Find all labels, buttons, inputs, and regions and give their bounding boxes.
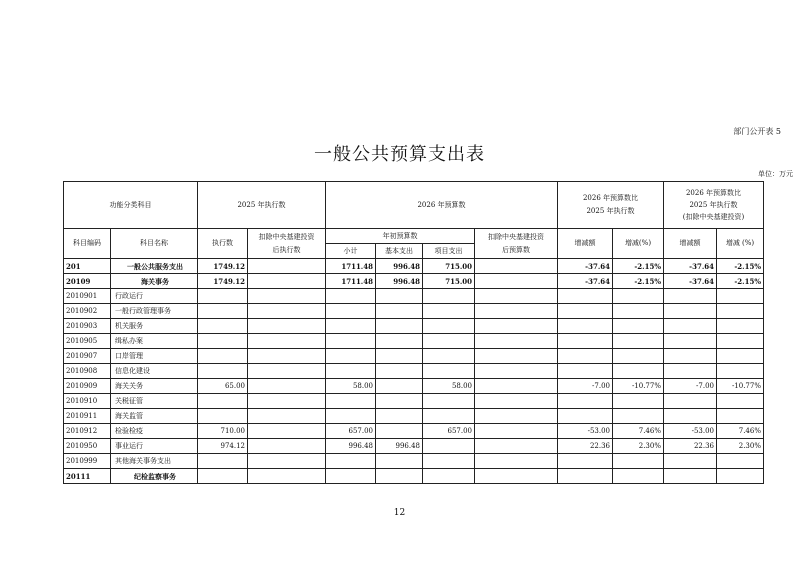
cell-code: 2010912: [64, 424, 111, 439]
budget-table: [63, 181, 764, 484]
cell-subtotal: 1711.48: [326, 274, 376, 289]
cell-pct-b: 2.30%: [717, 439, 764, 454]
cell-diff-b: [664, 304, 717, 319]
cell-basic: [376, 304, 423, 319]
cell-exec: [198, 289, 248, 304]
cell-pct-b: [717, 469, 764, 484]
cell-project: 715.00: [423, 274, 475, 289]
cell-code: 2010907: [64, 349, 111, 364]
header-code: 科目编码: [64, 229, 111, 259]
cell-diff-b: [664, 289, 717, 304]
cell-exec: [198, 349, 248, 364]
cell-code: 201: [64, 259, 111, 274]
header-compare-a: [558, 182, 664, 229]
cell-project: 657.00: [423, 424, 475, 439]
cell-pct-b: [717, 364, 764, 379]
cell-budget-deduct: [475, 289, 558, 304]
cell-exec: 710.00: [198, 424, 248, 439]
cell-pct-b: [717, 349, 764, 364]
cell-name: 机关服务: [111, 319, 198, 334]
table-row: [64, 349, 764, 364]
cell-pct-b: [717, 289, 764, 304]
cell-budget-deduct: [475, 259, 558, 274]
header-pct-a: 增减(%): [613, 229, 664, 259]
header-func-class: 功能分类科目: [64, 182, 198, 229]
cell-code: 2010950: [64, 439, 111, 454]
cell-subtotal: 58.00: [326, 379, 376, 394]
header-exec: 执行数: [198, 229, 248, 259]
cell-project: [423, 469, 475, 484]
cell-exec-deduct: [248, 454, 326, 469]
cell-budget-deduct: [475, 274, 558, 289]
cell-exec: 1749.12: [198, 259, 248, 274]
cell-subtotal: [326, 304, 376, 319]
cell-basic: [376, 394, 423, 409]
cell-exec-deduct: [248, 289, 326, 304]
cell-name: 海关事务: [111, 274, 198, 289]
cell-code: 2010909: [64, 379, 111, 394]
header-budget-2026: 2026 年预算数: [326, 182, 558, 229]
cell-pct-a: [613, 289, 664, 304]
cell-project: [423, 439, 475, 454]
cell-exec: [198, 304, 248, 319]
cell-pct-b: [717, 454, 764, 469]
cell-basic: [376, 334, 423, 349]
cell-subtotal: 1711.48: [326, 259, 376, 274]
cell-budget-deduct: [475, 304, 558, 319]
header-budget-deduct-line2: 后预算数: [502, 245, 530, 254]
page-title: 一般公共预算支出表: [314, 144, 485, 165]
header-subtotal: 小计: [326, 244, 376, 259]
table-row: [64, 409, 764, 424]
page-label: 部门公开表 5: [733, 127, 781, 136]
cell-exec: 65.00: [198, 379, 248, 394]
table-row: [64, 319, 764, 334]
cell-basic: [376, 409, 423, 424]
cell-pct-a: [613, 304, 664, 319]
cell-diff-b: [664, 409, 717, 424]
cell-name: 纪检监察事务: [111, 469, 198, 484]
cell-pct-a: [613, 469, 664, 484]
cell-project: [423, 454, 475, 469]
cell-budget-deduct: [475, 349, 558, 364]
cell-exec-deduct: [248, 394, 326, 409]
cell-pct-b: [717, 334, 764, 349]
table-row: [64, 379, 764, 394]
cell-pct-a: [613, 334, 664, 349]
cell-diff-a: [558, 304, 613, 319]
cell-project: 715.00: [423, 259, 475, 274]
cell-pct-b: [717, 409, 764, 424]
cell-name: 口岸管理: [111, 349, 198, 364]
cell-budget-deduct: [475, 409, 558, 424]
cell-budget-deduct: [475, 319, 558, 334]
cell-name: 其他海关事务支出: [111, 454, 198, 469]
cell-basic: 996.48: [376, 274, 423, 289]
table-row: [64, 469, 764, 484]
cell-basic: [376, 454, 423, 469]
cell-name: 海关关务: [111, 379, 198, 394]
cell-exec-deduct: [248, 469, 326, 484]
header-pct-b: 增减 (%): [717, 229, 764, 259]
cell-exec: [198, 319, 248, 334]
cell-code: 2010908: [64, 364, 111, 379]
header-exec-deduct-line1: 扣除中央基建投资: [258, 232, 315, 241]
cell-subtotal: [326, 364, 376, 379]
cell-diff-a: [558, 349, 613, 364]
cell-budget-deduct: [475, 424, 558, 439]
cell-basic: [376, 379, 423, 394]
cell-code: 2010905: [64, 334, 111, 349]
header-basic: 基本支出: [376, 244, 423, 259]
cell-exec-deduct: [248, 304, 326, 319]
cell-exec: 974.12: [198, 439, 248, 454]
table-body: [64, 259, 764, 484]
header-initial-budget: 年初预算数: [326, 229, 475, 244]
cell-diff-a: [558, 334, 613, 349]
cell-diff-b: [664, 454, 717, 469]
cell-pct-b: -2.15%: [717, 274, 764, 289]
page-number: 12: [393, 508, 406, 518]
table-row: [64, 424, 764, 439]
cell-diff-b: [664, 319, 717, 334]
cell-name: 行政运行: [111, 289, 198, 304]
header-name: 科目名称: [111, 229, 198, 259]
cell-diff-a: -37.64: [558, 259, 613, 274]
cell-exec: [198, 394, 248, 409]
cell-budget-deduct: [475, 364, 558, 379]
cell-name: 检验检疫: [111, 424, 198, 439]
cell-exec-deduct: [248, 409, 326, 424]
cell-pct-a: [613, 364, 664, 379]
cell-subtotal: [326, 454, 376, 469]
cell-budget-deduct: [475, 469, 558, 484]
header-budget-deduct: [475, 229, 558, 259]
cell-subtotal: [326, 349, 376, 364]
table-row: [64, 259, 764, 274]
cell-name: 缉私办案: [111, 334, 198, 349]
cell-pct-b: [717, 304, 764, 319]
cell-exec-deduct: [248, 424, 326, 439]
header-compare-b-line3: (扣除中央基建投资): [682, 212, 745, 221]
cell-exec: [198, 409, 248, 424]
header-compare-b-line1: 2026 年预算数比: [685, 188, 742, 197]
cell-exec-deduct: [248, 319, 326, 334]
table-row: [64, 439, 764, 454]
cell-name: 一般公共服务支出: [111, 259, 198, 274]
cell-pct-a: -2.15%: [613, 259, 664, 274]
cell-name: 海关监管: [111, 409, 198, 424]
cell-project: [423, 289, 475, 304]
cell-diff-a: 22.36: [558, 439, 613, 454]
cell-code: 2010902: [64, 304, 111, 319]
cell-exec: [198, 469, 248, 484]
cell-subtotal: 657.00: [326, 424, 376, 439]
cell-diff-b: -37.64: [664, 259, 717, 274]
header-row-2: [64, 229, 764, 244]
header-budget-deduct-line1: 扣除中央基建投资: [488, 232, 544, 241]
cell-name: 信息化建设: [111, 364, 198, 379]
header-diff-a: 增减额: [558, 229, 613, 259]
cell-exec: [198, 454, 248, 469]
table-row: [64, 274, 764, 289]
cell-diff-b: -53.00: [664, 424, 717, 439]
cell-exec: [198, 364, 248, 379]
header-exec-deduct-line2: 后执行数: [272, 245, 301, 254]
cell-pct-a: 7.46%: [613, 424, 664, 439]
cell-diff-b: [664, 469, 717, 484]
cell-diff-b: [664, 334, 717, 349]
cell-project: [423, 394, 475, 409]
header-row-1: [64, 182, 764, 229]
cell-code: 2010901: [64, 289, 111, 304]
cell-pct-b: -2.15%: [717, 259, 764, 274]
cell-exec-deduct: [248, 274, 326, 289]
cell-diff-a: -53.00: [558, 424, 613, 439]
cell-diff-a: -7.00: [558, 379, 613, 394]
cell-budget-deduct: [475, 439, 558, 454]
cell-pct-a: [613, 454, 664, 469]
cell-pct-b: 7.46%: [717, 424, 764, 439]
cell-diff-b: 22.36: [664, 439, 717, 454]
header-compare-a-line2: 2025 年执行数: [586, 207, 635, 215]
cell-name: 一般行政管理事务: [111, 304, 198, 319]
cell-exec-deduct: [248, 379, 326, 394]
cell-diff-a: [558, 394, 613, 409]
cell-budget-deduct: [475, 334, 558, 349]
cell-basic: [376, 469, 423, 484]
cell-project: [423, 409, 475, 424]
cell-diff-a: [558, 469, 613, 484]
cell-subtotal: [326, 394, 376, 409]
cell-diff-a: [558, 319, 613, 334]
cell-code: 20109: [64, 274, 111, 289]
table-row: [64, 334, 764, 349]
cell-exec: [198, 334, 248, 349]
cell-diff-b: -7.00: [664, 379, 717, 394]
cell-basic: 996.48: [376, 259, 423, 274]
table-row: [64, 394, 764, 409]
cell-pct-b: -10.77%: [717, 379, 764, 394]
cell-subtotal: 996.48: [326, 439, 376, 454]
cell-pct-a: 2.30%: [613, 439, 664, 454]
cell-budget-deduct: [475, 394, 558, 409]
cell-pct-a: -2.15%: [613, 274, 664, 289]
cell-code: 2010999: [64, 454, 111, 469]
cell-project: 58.00: [423, 379, 475, 394]
cell-subtotal: [326, 289, 376, 304]
cell-exec: 1749.12: [198, 274, 248, 289]
cell-exec-deduct: [248, 334, 326, 349]
cell-project: [423, 334, 475, 349]
cell-diff-a: [558, 454, 613, 469]
cell-diff-b: [664, 349, 717, 364]
table-row: [64, 364, 764, 379]
cell-budget-deduct: [475, 454, 558, 469]
cell-subtotal: [326, 319, 376, 334]
cell-code: 2010903: [64, 319, 111, 334]
cell-basic: [376, 424, 423, 439]
table-row: [64, 454, 764, 469]
cell-diff-a: [558, 364, 613, 379]
header-exec-deduct: [248, 229, 326, 259]
cell-diff-a: -37.64: [558, 274, 613, 289]
header-exec-2025: 2025 年执行数: [198, 182, 326, 229]
cell-project: [423, 364, 475, 379]
cell-name: 关税征管: [111, 394, 198, 409]
cell-pct-a: [613, 349, 664, 364]
cell-project: [423, 349, 475, 364]
cell-pct-a: [613, 394, 664, 409]
cell-basic: [376, 364, 423, 379]
cell-exec-deduct: [248, 439, 326, 454]
cell-code: 2010910: [64, 394, 111, 409]
header-compare-a-line1: 2026 年预算数比: [582, 194, 639, 202]
cell-pct-b: [717, 319, 764, 334]
table-row: [64, 304, 764, 319]
cell-pct-b: [717, 394, 764, 409]
cell-code: 20111: [64, 469, 111, 484]
cell-subtotal: [326, 469, 376, 484]
cell-exec-deduct: [248, 364, 326, 379]
cell-subtotal: [326, 334, 376, 349]
cell-basic: [376, 349, 423, 364]
cell-code: 2010911: [64, 409, 111, 424]
header-diff-b: 增减额: [664, 229, 717, 259]
cell-pct-a: [613, 409, 664, 424]
cell-diff-b: [664, 364, 717, 379]
cell-budget-deduct: [475, 379, 558, 394]
table-row: [64, 289, 764, 304]
cell-exec-deduct: [248, 349, 326, 364]
cell-pct-a: -10.77%: [613, 379, 664, 394]
cell-diff-a: [558, 409, 613, 424]
header-project: 项目支出: [423, 244, 475, 259]
cell-exec-deduct: [248, 259, 326, 274]
cell-pct-a: [613, 319, 664, 334]
header-compare-b: [664, 182, 764, 229]
cell-project: [423, 304, 475, 319]
unit-label: 单位：万元: [758, 170, 793, 178]
cell-subtotal: [326, 409, 376, 424]
header-compare-b-line2: 2025 年执行数: [689, 200, 738, 209]
cell-name: 事业运行: [111, 439, 198, 454]
cell-diff-b: [664, 394, 717, 409]
cell-project: [423, 319, 475, 334]
cell-diff-b: -37.64: [664, 274, 717, 289]
cell-diff-a: [558, 289, 613, 304]
cell-basic: [376, 289, 423, 304]
cell-basic: 996.48: [376, 439, 423, 454]
cell-basic: [376, 319, 423, 334]
